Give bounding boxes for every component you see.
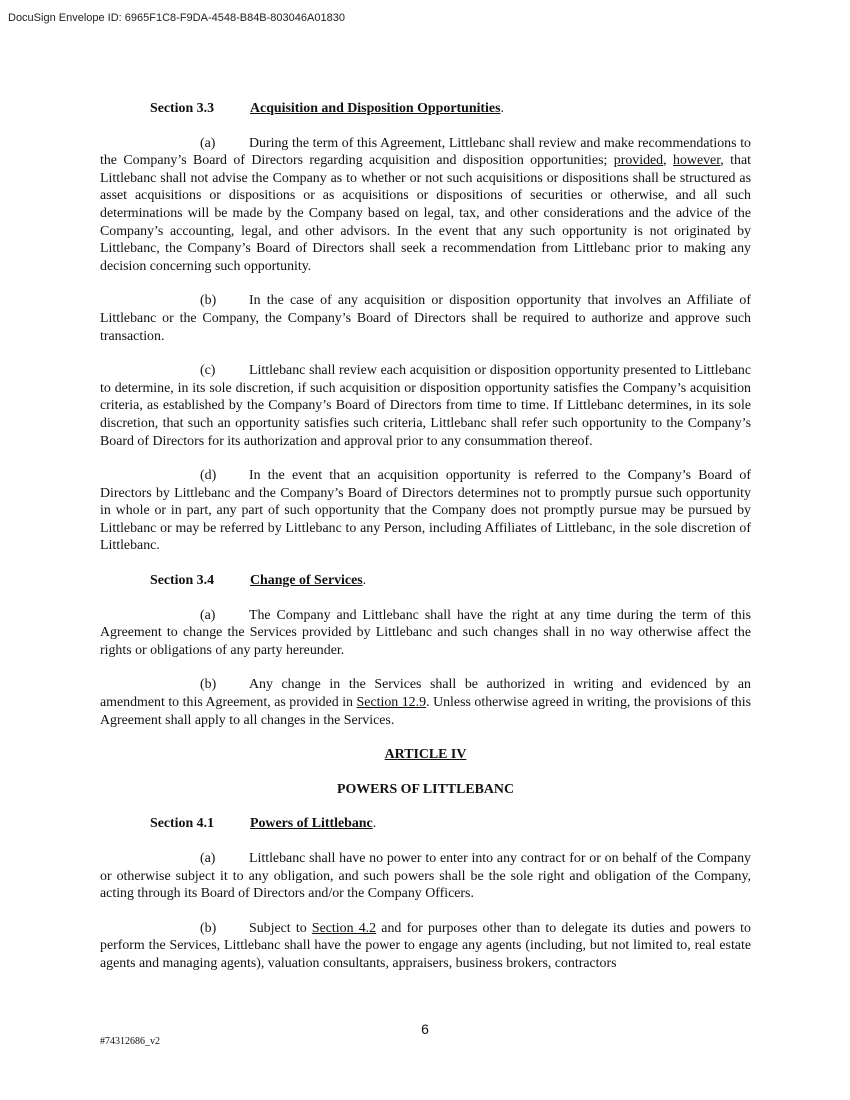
section-reference: Section 4.2 <box>311 920 377 936</box>
section-number: Section 3.4 <box>150 573 215 589</box>
paragraph-3-3-c: (c) Littlebanc shall review each acquisition or disposition opportunity presented to Littlebanc to determine, in its sole discretion, if such acquisition or disposition opportunity satisfies the Company’s acquisition criteria, as established by the Company’s Board of Directors from time to time. If Littlebanc determines, in its sole discretion, that such an opportunity satisfies such criteria, Littlebanc shall refer such opportunity to the Company’s Board of Directors for its authorization and approval prior to any consummation thereof. <box>100 363 751 449</box>
article-subheading: POWERS OF LITTLEBANC <box>336 781 514 797</box>
paragraph-4-1-a: (a) Littlebanc shall have no power to enter into any contract for or on behalf of the Company or otherwise subject it to any obligation, and such powers shall be the sole right and obligation of the Company, acting through its Board of Directors and/or the Company Officers. <box>100 851 751 902</box>
document-id: #74312686_v2 <box>100 1036 160 1047</box>
section-3-3-heading: Section 3.3 Acquisition and Disposition Opportunities. <box>150 101 504 116</box>
section-reference: Section 12.9 <box>356 695 427 711</box>
section-title: Change of Services <box>250 573 363 589</box>
underlined-term: provided <box>613 153 664 169</box>
paragraph-label: (b) <box>200 920 217 936</box>
section-number: Section 4.1 <box>150 816 215 832</box>
underlined-term: however <box>673 153 721 169</box>
section-title: Acquisition and Disposition Opportunities <box>250 101 501 116</box>
paragraph-3-4-a: (a) The Company and Littlebanc shall have the right at any time during the term of this Agreement to change the Services provided by Littlebanc and such changes shall in no way otherwise affect the rights or obligations of any party hereunder. <box>100 607 751 658</box>
paragraph-label: (a) <box>200 851 216 866</box>
paragraph-3-3-b: (b) In the case of any acquisition or disposition opportunity that involves an Affiliate of Littlebanc or the Company, the Company’s Board of Directors shall be required to authorize and approve such transaction. <box>100 293 751 344</box>
docusign-envelope-id: DocuSign Envelope ID: 6965F1C8-F9DA-4548-B84B-803046A01830 <box>8 12 345 24</box>
page-number: 6 <box>421 1021 429 1037</box>
paragraph-label: (c) <box>200 363 216 379</box>
paragraph-label: (a) <box>200 607 216 623</box>
paragraph-3-3-d: (d) In the event that an acquisition opportunity is referred to the Company’s Board of Directors by Littlebanc and the Company’s Board of Directors determines not to promptly pursue such opportunity in whole or in part, any part of such opportunity that the Company does not promptly pursue may be pursued by Littlebanc or may be referred by Littlebanc to any Person, including Affiliates of Littlebanc, in the sole discretion of Littlebanc. <box>100 468 751 554</box>
paragraph-4-1-b: (b) Subject to Section 4.2 and for purposes other than to delegate its duties and powers to perform the Services, Littlebanc shall have the power to engage any agents (including, but not limited to, real estate agents and managing agents), valuation consultants, appraisers, business brokers, contractors <box>100 920 751 971</box>
paragraph-3-3-a: (a) During the term of this Agreement, Littlebanc shall review and make recommendations to the Company’s Board of Directors regarding acquisition and disposition opportunities; provided, however, that Littlebanc shall not advise the Company as to whether or not such acquisitions or dispositions shall be structured as asset acquisitions or dispositions or as acquisitions or dispositions of securities or otherwise, and all such determinations will be made by the Company based on legal, tax, and other considerations and the advice of the Company’s accounting, legal, and other advisors. In the event that any such opportunity is not originated by Littlebanc, the Company’s Board of Directors shall seek a recommendation from Littlebanc prior to making any decision concerning such opportunity. <box>100 135 751 274</box>
section-4-1-heading: Section 4.1 Powers of Littlebanc. <box>150 816 377 832</box>
paragraph-label: (d) <box>200 468 217 484</box>
paragraph-label: (a) <box>200 135 216 151</box>
paragraph-label: (b) <box>200 677 217 693</box>
section-title: Powers of Littlebanc <box>250 816 373 832</box>
document-body <box>100 100 751 990</box>
article-heading: ARTICLE IV <box>384 747 467 763</box>
paragraph-3-4-b: (b) Any change in the Services shall be authorized in writing and evidenced by an amendment to this Agreement, as provided in Section 12.9. Unless otherwise agreed in writing, the provisions of this Agreement shall apply to all changes in the Services. <box>100 677 752 728</box>
section-number: Section 3.3 <box>150 101 215 116</box>
section-3-4-heading: Section 3.4 Change of Services. <box>150 573 367 589</box>
paragraph-label: (b) <box>200 293 217 309</box>
